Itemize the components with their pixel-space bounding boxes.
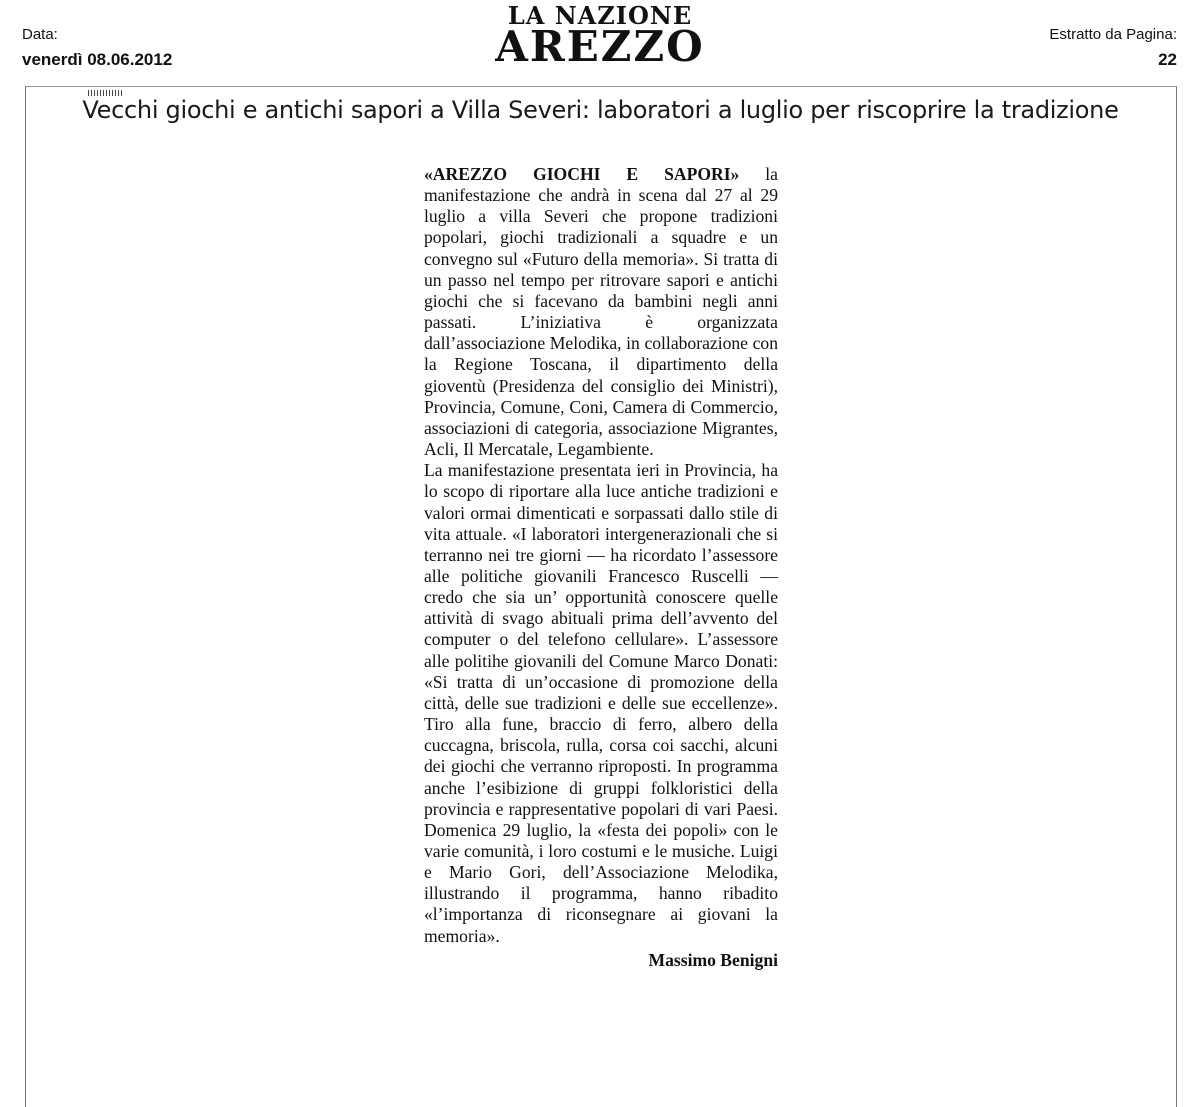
date-block bbox=[22, 26, 172, 71]
article-paragraph-1 bbox=[424, 164, 778, 460]
article-body bbox=[424, 164, 778, 971]
article-paragraph-1-text: la manifestazione che andrà in scena dal 27 al 29 luglio a villa Severi che propone tradizioni popolari, giochi tradizionali a squadre e un convegno sul «Futuro della memoria». Si tratta di un passo nel tempo per ritrovare sapori e antichi giochi che si facevano da bambini negli anni passati. L’iniziativa è organizzata dall’associazione Melodika, in collaborazione con la Regione Toscana, il dipartimento della gioventù (Presidenza del consiglio dei Ministri), Provincia, Comune, Coni, Camera di Commercio, associazioni di categoria, associazione Migrantes, Acli, Il Mercatale, Legambiente. bbox=[424, 164, 778, 460]
article-lead: «AREZZO GIOCHI E SAPORI» bbox=[424, 164, 740, 184]
newspaper-masthead bbox=[480, 1, 720, 71]
date-value: venerdì 08.06.2012 bbox=[22, 50, 173, 69]
article-headline: Vecchi giochi e antichi sapori a Villa Severi: laboratori a luglio per riscoprire la tradizione bbox=[82, 96, 1119, 124]
newspaper-edition: AREZZO bbox=[495, 22, 705, 71]
article-author: Massimo Benigni bbox=[648, 949, 778, 970]
article-paragraph-2: La manifestazione presentata ieri in Provincia, ha lo scopo di riportare alla luce antiche tradizioni e valori ormai dimenticati e sorpassati dallo stile di vita attuale. «I laboratori intergenerazionali che si terranno nei tre giorni — ha ricordato l’assessore alle politiche giovanili Francesco Ruscelli — credo che sia un’ opportunità conoscere quelle attività di svago abituali prima dell’avvento del computer o del telefono cellulare». L’assessore alle politihe giovanili del Comune Marco Donati: «Si tratta di un’occasione di promozione della città, delle sue tradizioni e delle sue eccellenze». Tiro alla fune, braccio di ferro, albero della cuccagna, briscola, rulla, corsa coi sacchi, alcuni dei giochi che verranno riproposti. In programma anche l’esibizione di gruppi folkloristici della provincia e rappresentative popolari di vari Paesi. Domenica 29 luglio, la «festa dei popoli» con le varie comunità, i loro costumi e le musiche. Luigi e Mario Gori, dell’Associazione Melodika, illustrando il programma, hanno ribadito «l’importanza di riconsegnare ai giovani la memoria». bbox=[424, 460, 778, 946]
date-label: Data: bbox=[22, 26, 58, 43]
page-label: Estratto da Pagina: bbox=[1049, 26, 1177, 43]
newspaper-name: LA NAZIONE bbox=[507, 1, 693, 30]
page-block bbox=[1049, 26, 1177, 71]
page-number: 22 bbox=[1158, 50, 1177, 69]
